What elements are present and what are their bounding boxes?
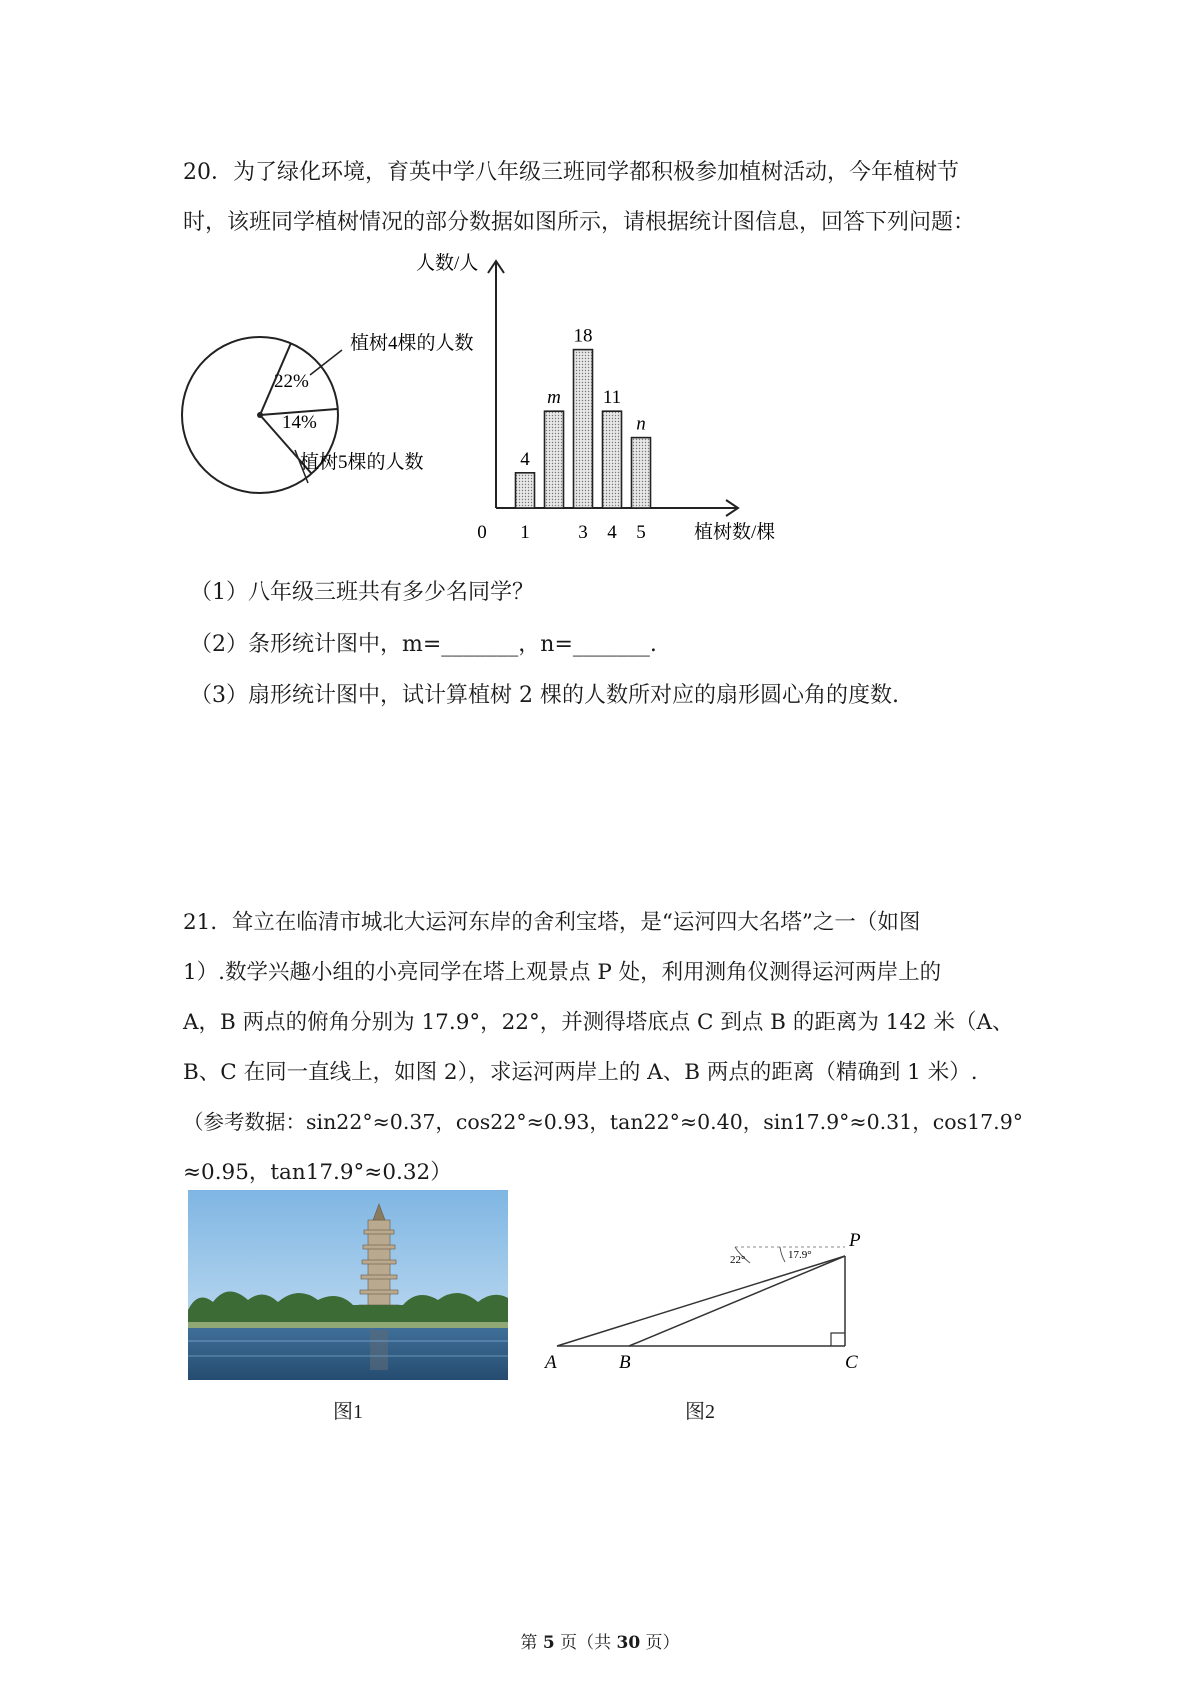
bar-2 (545, 411, 564, 508)
footer-total: 30 (616, 1633, 641, 1653)
q21-line4: B、C 在同一直线上，如图 2），求运河两岸上的 A、B 两点的距离（精确到 1 米）. (183, 1060, 978, 1085)
footer-prefix: 第 (520, 1633, 543, 1653)
pie-label-4: 植树4棵的人数 (350, 333, 474, 354)
bar-4 (603, 411, 622, 508)
bar-chart (416, 253, 780, 560)
footer-page: 5 (542, 1633, 555, 1653)
y-axis-label: 人数/人 (416, 253, 479, 274)
pie-center (257, 412, 263, 418)
label-angle-17: 17.9° (788, 1249, 812, 1261)
bar-5 (632, 438, 651, 508)
pie-chart (170, 305, 474, 515)
x-tick-5: 5 (636, 522, 646, 543)
pie-label-5: 植树5棵的人数 (300, 452, 424, 473)
q21-line1: 21．耸立在临清市城北大运河东岸的舍利宝塔，是“运河四大名塔”之一（如图 (183, 910, 921, 935)
bar-label-5: n (636, 413, 646, 435)
q20-sub3: （3）扇形统计图中，试计算植树 2 棵的人数所对应的扇形圆心角的度数. (190, 683, 899, 708)
label-B: B (619, 1352, 631, 1373)
x-tick-1: 1 (520, 522, 530, 543)
label-C: C (845, 1352, 858, 1373)
caption-fig1: 图1 (333, 1401, 363, 1423)
q21-line3: A，B 两点的俯角分别为 17.9°，22°，并测得塔底点 C 到点 B 的距离为 142 米（A、 (183, 1010, 1014, 1035)
label-A: A (545, 1352, 557, 1373)
bar-label-2: m (547, 387, 561, 409)
x-tick-3: 3 (578, 522, 588, 543)
page-footer (0, 1628, 1200, 1653)
x-tick-4: 4 (607, 522, 617, 543)
q20-sub1: （1）八年级三班共有多少名同学？ (190, 580, 534, 605)
q21-line5: （参考数据：sin22°≈0.37，cos22°≈0.93，tan22°≈0.40，sin17.9°≈0.31，cos17.9° (183, 1110, 1023, 1134)
x-axis-label: 植树数/棵 (694, 522, 776, 543)
bar-label-3: 18 (573, 325, 593, 347)
segment-PB (629, 1256, 845, 1346)
bar-1 (516, 473, 535, 508)
right-angle-mark (831, 1333, 845, 1346)
bar-label-4: 11 (602, 387, 622, 409)
pie-pct-22: 22% (274, 371, 309, 392)
q20-sub2: （2）条形统计图中，m=_______，n=_______. (190, 632, 657, 657)
footer-middle: 页（共 (554, 1633, 617, 1653)
pie-leader-1 (310, 350, 342, 375)
q20-line2: 时，该班同学植树情况的部分数据如图所示，请根据统计图信息，回答下列问题： (183, 210, 976, 235)
caption-fig2: 图2 (685, 1401, 715, 1423)
segment-PA (557, 1256, 845, 1346)
footer-suffix: 页） (640, 1633, 680, 1653)
angle-arc-17 (780, 1247, 785, 1262)
label-P: P (849, 1230, 861, 1251)
label-angle-22: 22° (730, 1254, 746, 1266)
q21-line6: ≈0.95，tan17.9°≈0.32） (183, 1160, 452, 1185)
bars-group (516, 326, 651, 508)
pie-pct-14: 14% (282, 412, 317, 433)
geometry-figure (545, 1220, 885, 1380)
bar-3 (574, 350, 593, 508)
q21-line2: 1）.数学兴趣小组的小亮同学在塔上观景点 P 处，利用测角仪测得运河两岸上的 (183, 960, 942, 985)
ticks-group (477, 522, 646, 543)
q20-line1: 20．为了绿化环境，育英中学八年级三班同学都积极参加植树活动，今年植树节 (183, 160, 959, 185)
bar-label-1: 4 (520, 448, 530, 470)
x-tick-0: 0 (477, 522, 487, 543)
pagoda-photo (188, 1190, 508, 1380)
